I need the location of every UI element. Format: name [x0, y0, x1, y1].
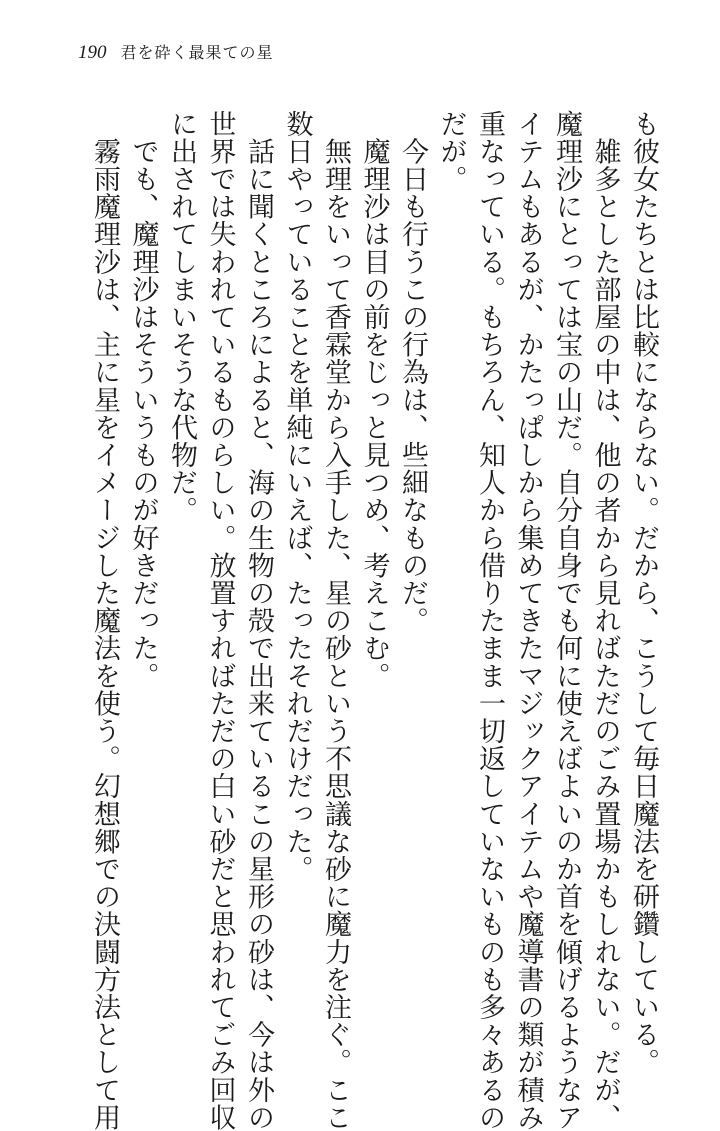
text-line-8: 魔理沙は目の前をじっと見つめ、考えこむ。	[358, 110, 390, 690]
text-line-2: 雑多とした部屋の中は、他の者から見ればただのごみ置場かもしれない。だが、	[589, 110, 621, 1131]
book-title: 君を砕く最果ての星	[120, 43, 274, 62]
vertical-body-text	[85, 110, 663, 1131]
text-line-5: 重なっている。もちろん、知人から借りたまま一切返していないものも多々あるの	[474, 110, 505, 1131]
text-line-4: イテムもあるが、かたっぱしから集めてきたマジックアイテムや魔導書の類が積み	[512, 110, 544, 1131]
text-line-13: に出されてしまいそうな代物だ。	[166, 110, 197, 524]
text-line-6: だが。	[435, 110, 467, 193]
text-line-11: 話に聞くところによると、海の生物の殻で出来ているこの星形の砂は、今は外の	[243, 110, 274, 1131]
text-line-14: でも、魔理沙はそういうものが好きだった。	[127, 110, 159, 690]
text-line-10: 数日やっていることを単純にいえば、たったそれだけだった。	[281, 110, 313, 883]
page-number: 190	[78, 42, 107, 63]
text-line-3: 魔理沙にとっては宝の山だ。自分自身でも何に使えばよいのか首を傾げるようなア	[551, 110, 582, 1131]
text-line-12: 世界では失われているものらしい。放置すればただの白い砂だと思われてごみ回収	[204, 110, 236, 1131]
text-line-15: 霧雨魔理沙は、主に星をイメージした魔法を使う。幻想郷での決闘方法として用	[89, 110, 120, 1131]
text-line-9: 無理をいって香霖堂から入手した、星の砂という不思議な砂に魔力を注ぐ。ここ	[320, 110, 351, 1131]
text-line-7: 今日も行うこの行為は、些細なものだ。	[397, 110, 428, 635]
text-line-1: も彼女たちとは比較にならない。だから、こうして毎日魔法を研鑽している。	[628, 110, 659, 1076]
page-header	[78, 40, 274, 76]
